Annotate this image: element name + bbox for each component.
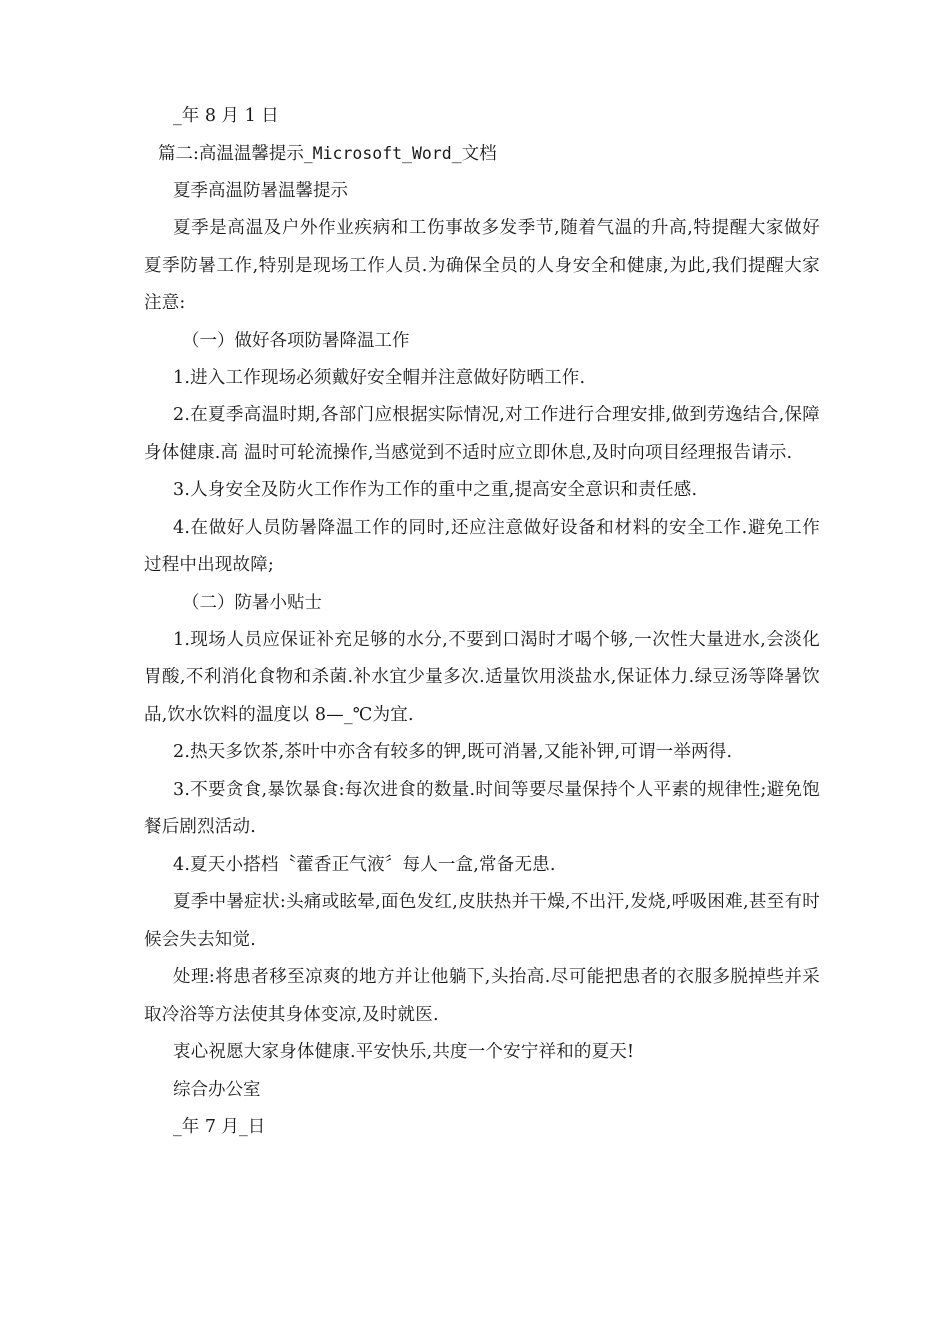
wishes-paragraph: 衷心祝愿大家身体健康.平安快乐,共度一个安宁祥和的夏天! (173, 1042, 635, 1062)
section-title-mono: Microsoft_Word_ (312, 144, 462, 163)
section2-item-4: 4.夏天小搭档〝藿香正气液〞每人一盒,常备无患. (173, 854, 556, 875)
footer-date: _年 7 月_日 (173, 1116, 266, 1137)
header-date: _年 8 月 1 日 (173, 106, 279, 126)
section2-item-2: 2.热天多饮茶,茶叶中亦含有较多的钾,既可消暑,又能补钾,可谓一举两得. (173, 742, 733, 762)
section1-item-3: 3.人身安全及防火工作作为工作的重中之重,提高安全意识和责任感. (173, 480, 698, 500)
section1-item-4: 4.在做好人员防暑降温工作的同时,还应注意做好设备和材料的安全工作.避免工作过程中出现故障; (144, 517, 820, 575)
section1-item-1: 1.进入工作现场必须戴好安全帽并注意做好防晒工作. (173, 367, 586, 388)
notice-title: 夏季高温防暑温馨提示 (173, 181, 348, 201)
section-title-prefix: 篇二:高温温馨提示_ (158, 144, 313, 164)
section-title-suffix: 文档 (461, 144, 497, 164)
symptoms-paragraph: 夏季中暑症状:头痛或眩晕,面色发红,皮肤热并干燥,不出汗,发烧,呼吸困难,甚至有时候会失去知觉. (144, 892, 820, 950)
document-body (144, 98, 820, 1146)
section2-item-1: 1.现场人员应保证补充足够的水分,不要到口渴时才喝个够,一次性大量进水,会淡化胃酸,不利消化食物和杀菌.补水宜少量多次.适量饮用淡盐水,保证体力.绿豆汤等降暑饮品,饮水饮料的温度以 8—_℃为宜. (144, 629, 820, 725)
section-title (144, 135, 820, 173)
treatment-paragraph: 处理:将患者移至凉爽的地方并让他躺下,头抬高.尽可能把患者的衣服多脱掉些并采取冷浴等方法使其身体变凉,及时就医. (144, 967, 820, 1025)
section1-heading: （一）做好各项防暑降温工作 (182, 330, 410, 351)
signature: 综合办公室 (173, 1079, 261, 1100)
intro-paragraph: 夏季是高温及户外作业疾病和工伤事故多发季节,随着气温的升高,特提醒大家做好夏季防暑工作,特别是现场工作人员.为确保全员的人身安全和健康,为此,我们提醒大家注意: (144, 218, 820, 313)
section2-heading: （二）防暑小贴士 (182, 592, 322, 613)
section2-item-3: 3.不要贪食,暴饮暴食:每次进食的数量.时间等要尽量保持个人平素的规律性;避免饱餐后剧烈活动. (144, 779, 820, 837)
section1-item-2: 2.在夏季高温时期,各部门应根据实际情况,对工作进行合理安排,做到劳逸结合,保障身体健康.高 温时可轮流操作,当感觉到不适时应立即休息,及时向项目经理报告请示. (144, 405, 820, 463)
